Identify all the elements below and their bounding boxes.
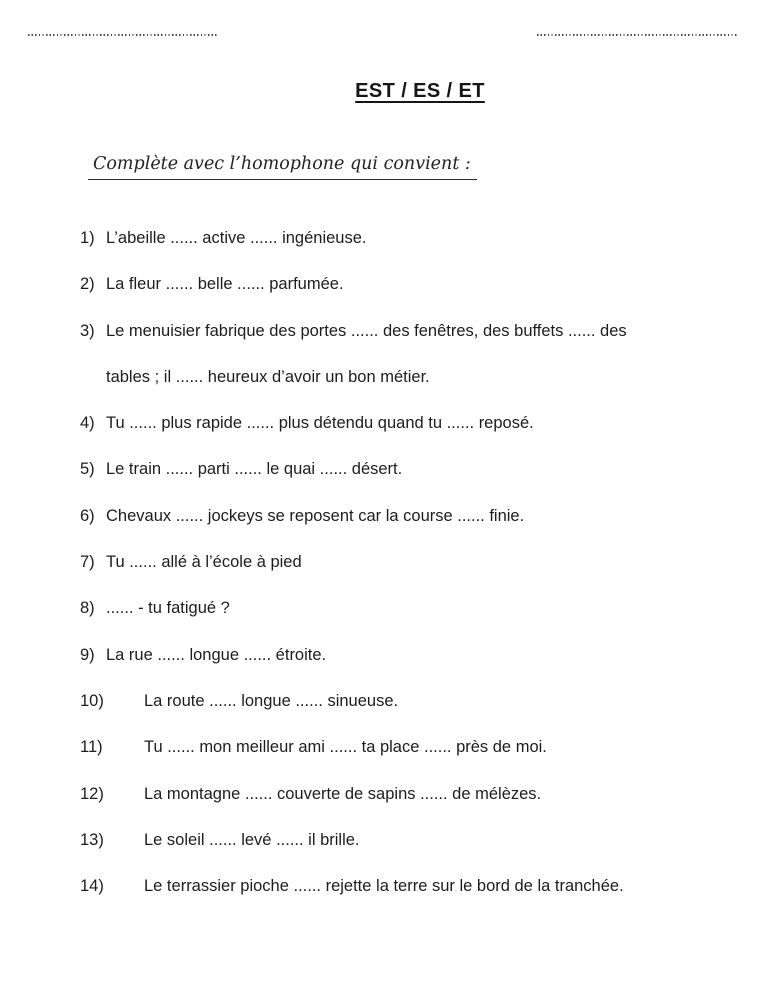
exercise-item-5 [80, 446, 738, 492]
exercise-item-6 [80, 493, 738, 539]
item-text: Chevaux ...... jockeys se reposent car la course ...... finie. [106, 506, 525, 525]
item-text: Tu ...... plus rapide ...... plus détendu quand tu ...... reposé. [106, 414, 534, 433]
item-text: La fleur ...... belle ...... parfumée. [106, 275, 344, 294]
item-number: 1) [80, 229, 95, 247]
exercise-item-7 [80, 539, 738, 585]
item-text: Le soleil ...... levé ...... il brille. [144, 830, 360, 849]
exercise-item-13 [80, 817, 738, 863]
item-number: 5) [80, 460, 95, 479]
item-number: 6) [80, 506, 95, 525]
item-text-line-1: Le menuisier fabrique des portes ...... des fenêtres, des buffets ...... des [106, 321, 627, 340]
item-number: 8) [80, 599, 95, 618]
item-text: Tu ...... allé à l’école à pied [106, 553, 302, 572]
exercise-item-9 [80, 632, 738, 678]
item-number: 10) [80, 691, 104, 710]
exercise-item-14 [80, 863, 738, 909]
item-number: 4) [80, 414, 95, 433]
item-number: 13) [80, 830, 104, 849]
item-text-line-2: tables ; il ...... heureux d’avoir un bon métier. [106, 367, 430, 386]
exercise-item-8 [80, 585, 738, 631]
item-text: La rue ...... longue ...... étroite. [106, 645, 327, 664]
item-number: 11) [80, 738, 103, 757]
item-text: La route ...... longue ...... sinueuse. [144, 691, 399, 710]
exercise-item-12 [80, 771, 738, 817]
exercise-item-10 [80, 678, 738, 724]
item-text: L’abeille ...... active ...... ingénieuse. [106, 229, 367, 247]
item-text: Le train ...... parti ...... le quai ...... désert. [106, 460, 403, 479]
exercise-item-4 [80, 400, 738, 446]
item-number: 7) [80, 553, 95, 572]
item-text: Le terrassier pioche ...... rejette la terre sur le bord de la tranchée. [144, 877, 624, 896]
worksheet-title: EST / ES / ET [355, 80, 485, 102]
item-text [106, 308, 627, 401]
title-container [0, 80, 768, 103]
date-dotted-line-right [537, 34, 737, 36]
name-dotted-line-left [28, 34, 217, 36]
item-number: 3) [80, 321, 95, 340]
item-text: Tu ...... mon meilleur ami ...... ta place ...... près de moi. [144, 738, 547, 757]
exercise-item-2 [80, 261, 738, 307]
exercise-item-11 [80, 724, 738, 770]
item-number: 9) [80, 645, 95, 664]
item-number: 12) [80, 784, 104, 803]
item-text: ...... - tu fatigué ? [106, 599, 230, 618]
item-number: 14) [80, 877, 104, 896]
item-number: 2) [80, 275, 95, 294]
exercise-item-1 [80, 215, 738, 261]
exercise-list [80, 215, 738, 909]
instruction-heading: Complète avec l’homophone qui convient : [88, 151, 477, 180]
item-text: La montagne ...... couverte de sapins ...... de mélèzes. [144, 784, 542, 803]
exercise-item-3 [80, 308, 738, 401]
